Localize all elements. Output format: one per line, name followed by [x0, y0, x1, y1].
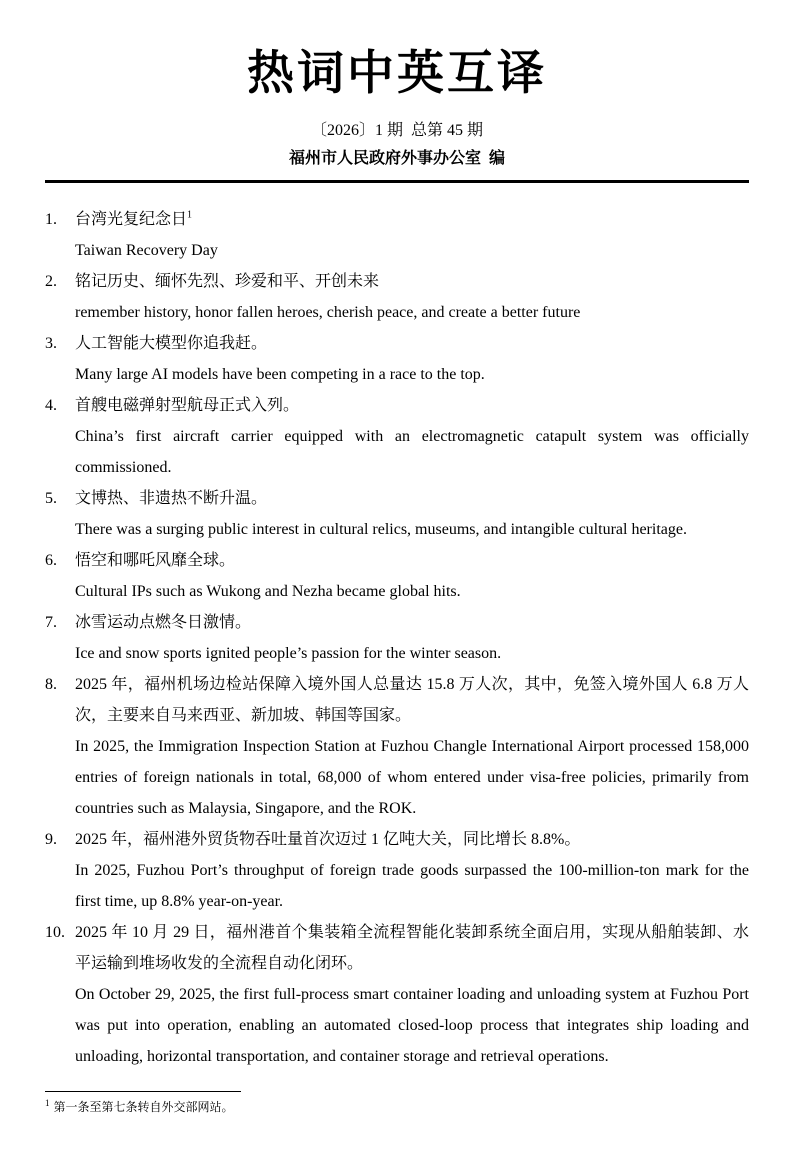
entry-number: 3. — [45, 335, 57, 352]
entry-chinese — [45, 669, 749, 731]
glossary-entry-7 — [45, 607, 749, 669]
entry-chinese-text: 人工智能大模型你追我赶。 — [75, 335, 268, 352]
entry-number: 8. — [45, 676, 57, 693]
entry-english-text: remember history, honor fallen heroes, cherish peace, and create a better future — [75, 304, 581, 321]
glossary-entry-1 — [45, 204, 749, 266]
glossary-entry-3 — [45, 328, 749, 390]
issue-line: 〔2026〕1 期 总第 45 期 — [310, 122, 483, 139]
entry-chinese — [45, 607, 749, 638]
entry-english-text: On October 29, 2025, the first full-process smart container loading and unloading system at Fuzhou Port was put into operation, enabling an automated closed-loop process that integrates ship loading and unloading, horizontal transportation, and container storage and retrieval operations. — [75, 986, 749, 1065]
entry-chinese — [45, 266, 749, 297]
entry-chinese-text: 文博热、非遗热不断升温。 — [75, 490, 268, 507]
entry-chinese — [45, 824, 749, 855]
entry-english-text: Many large AI models have been competing in a race to the top. — [75, 366, 485, 383]
document-page — [0, 45, 794, 1167]
entry-number: 7. — [45, 614, 57, 631]
entry-number: 2. — [45, 273, 57, 290]
entry-english-text: Taiwan Recovery Day — [75, 242, 218, 259]
entry-chinese-text: 台湾光复纪念日 — [75, 211, 188, 228]
entry-chinese — [45, 204, 749, 235]
footnote-content: 第一条至第七条转自外交部网站。 — [53, 1100, 234, 1114]
entry-chinese — [45, 390, 749, 421]
entry-chinese-text: 首艘电磁弹射型航母正式入列。 — [75, 397, 300, 414]
glossary-entry-10 — [45, 917, 749, 1072]
footnote-marker: 1 — [45, 1098, 50, 1108]
entry-chinese — [45, 545, 749, 576]
entry-chinese — [45, 328, 749, 359]
entry-chinese — [45, 917, 749, 979]
footnote — [45, 1091, 749, 1115]
entry-number: 1. — [45, 211, 57, 228]
header-divider — [45, 180, 749, 183]
entry-chinese-text: 铭记历史、缅怀先烈、珍爱和平、开创未来 — [75, 273, 380, 290]
entry-chinese-text: 冰雪运动点燃冬日激情。 — [75, 614, 252, 631]
page-title: 热词中英互译 — [247, 48, 547, 100]
footnote-text — [45, 1099, 749, 1115]
entry-english-text: In 2025, the Immigration Inspection Station at Fuzhou Changle International Airport processed 158,000 entries of foreign nationals in total, 68,000 of whom entered under visa-free policies, primarily from countries such as Malaysia, Singapore, and the ROK. — [75, 738, 749, 817]
glossary-list — [45, 204, 749, 1072]
glossary-entry-9 — [45, 824, 749, 917]
entry-english-text: China’s first aircraft carrier equipped with an electromagnetic catapult system was officially commissioned. — [75, 428, 749, 476]
entry-number: 9. — [45, 831, 57, 848]
footnote-divider — [45, 1091, 241, 1092]
entry-english-text: Ice and snow sports ignited people’s passion for the winter season. — [75, 645, 502, 662]
glossary-entry-6 — [45, 545, 749, 607]
glossary-entry-8 — [45, 669, 749, 824]
entry-number: 4. — [45, 397, 57, 414]
entry-number: 10. — [45, 924, 65, 941]
glossary-entry-5 — [45, 483, 749, 545]
entry-number: 6. — [45, 552, 57, 569]
entry-english-text: There was a surging public interest in cultural relics, museums, and intangible cultural heritage. — [75, 521, 687, 538]
entry-chinese-text: 悟空和哪吒风靡全球。 — [75, 552, 236, 569]
publisher-line: 福州市人民政府外事办公室 编 — [288, 150, 505, 167]
entry-chinese-text: 2025 年，福州港外贸货物吞吐量首次迈过 1 亿吨大关，同比增长 8.8%。 — [75, 831, 581, 848]
footnote-ref: 1 — [187, 209, 193, 221]
glossary-entry-4 — [45, 390, 749, 483]
entry-english-text: Cultural IPs such as Wukong and Nezha became global hits. — [75, 583, 461, 600]
entry-number: 5. — [45, 490, 57, 507]
entry-english-text: In 2025, Fuzhou Port’s throughput of foreign trade goods surpassed the 100-million-ton mark for the first time, up 8.8% year-on-year. — [75, 862, 749, 910]
entry-chinese — [45, 483, 749, 514]
entry-chinese-text: 2025 年，福州机场边检站保障入境外国人总量达 15.8 万人次，其中，免签入境外国人 6.8 万人次，主要来自马来西亚、新加坡、韩国等国家。 — [75, 676, 749, 724]
glossary-entry-2 — [45, 266, 749, 328]
entry-chinese-text: 2025 年 10 月 29 日，福州港首个集装箱全流程智能化装卸系统全面启用，实现从船舶装卸、水平运输到堆场收发的全流程自动化闭环。 — [75, 924, 749, 972]
